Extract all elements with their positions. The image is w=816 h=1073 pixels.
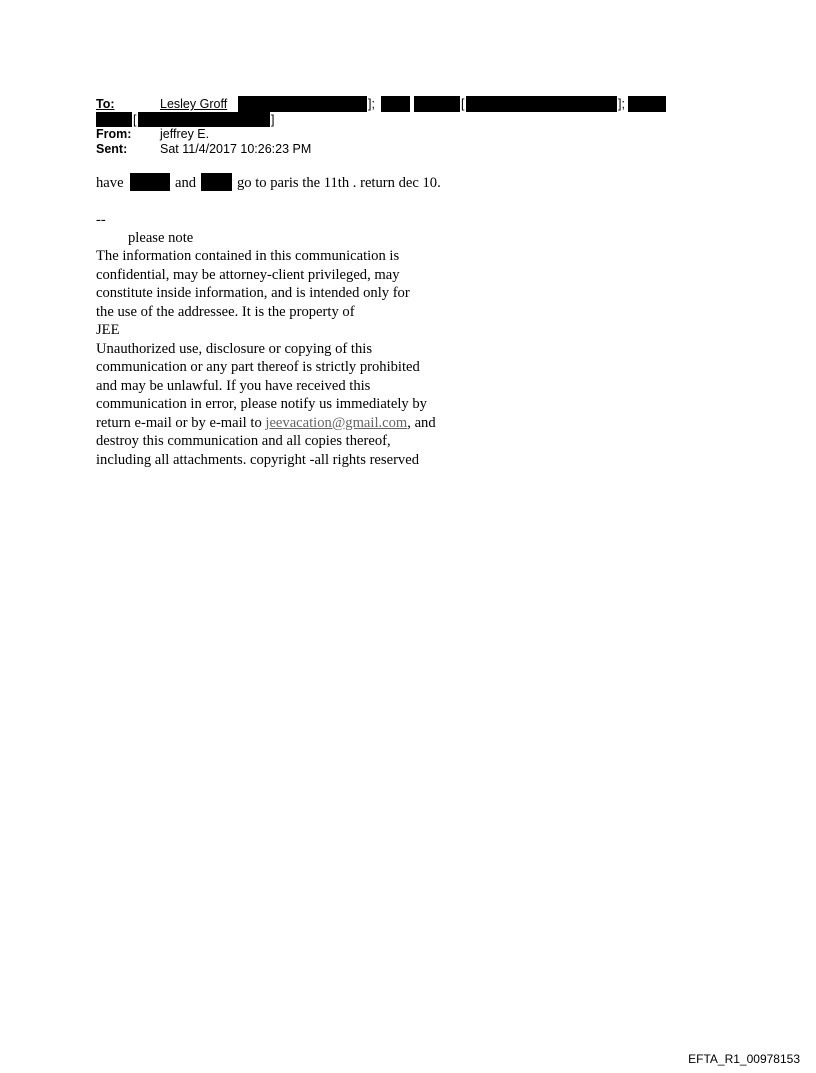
to-recipient-name: Lesley Groff bbox=[160, 97, 228, 111]
message-word: have bbox=[96, 175, 124, 191]
redaction-block bbox=[201, 173, 232, 191]
redaction-block bbox=[130, 173, 170, 191]
message-text: go to paris the 11th . return dec 10. bbox=[237, 175, 441, 191]
disclaimer-line: including all attachments. copyright -all rights reserved bbox=[96, 451, 419, 468]
from-value: jeffrey E. bbox=[160, 127, 210, 141]
disclaimer-line bbox=[96, 414, 436, 433]
disclaimer-line: JEE bbox=[96, 322, 120, 338]
disclaimer-line-prefix: return e-mail or by e-mail to bbox=[96, 414, 266, 431]
sent-value: Sat 11/4/2017 10:26:23 PM bbox=[160, 142, 312, 156]
document-id: EFTA_R1_00978153 bbox=[688, 1052, 800, 1066]
from-label: From: bbox=[96, 127, 132, 141]
disclaimer-line: and may be unlawful. If you have received this bbox=[96, 377, 371, 394]
redaction-block bbox=[238, 96, 367, 112]
disclaimer-line: Unauthorized use, disclosure or copying of this bbox=[96, 340, 373, 357]
disclaimer-line: destroy this communication and all copies thereof, bbox=[96, 433, 391, 449]
to-label: To: bbox=[96, 97, 115, 111]
to-separator: ]; bbox=[618, 97, 625, 111]
disclaimer-line: communication or any part thereof is strictly prohibited bbox=[96, 359, 420, 375]
signature-note: please note bbox=[128, 230, 194, 246]
redaction-block bbox=[381, 96, 410, 112]
redaction-block bbox=[628, 96, 666, 112]
redaction-block bbox=[96, 112, 132, 127]
signature-dashes: -- bbox=[96, 212, 106, 228]
redaction-block bbox=[466, 96, 617, 112]
disclaimer-line: The information contained in this communication is bbox=[96, 248, 400, 264]
message-word: and bbox=[175, 175, 197, 191]
email-link[interactable]: jeevacation@gmail.com bbox=[265, 414, 408, 431]
disclaimer-line: confidential, may be attorney-client privileged, may bbox=[96, 266, 400, 283]
disclaimer-line: the use of the addressee. It is the property of bbox=[96, 303, 355, 320]
sent-label: Sent: bbox=[96, 142, 128, 156]
disclaimer-text bbox=[96, 247, 436, 469]
redaction-block bbox=[414, 96, 460, 112]
disclaimer-line: constitute inside information, and is intended only for bbox=[96, 285, 410, 301]
disclaimer-line: communication in error, please notify us immediately by bbox=[96, 396, 427, 412]
to-bracket-open: [ bbox=[461, 97, 465, 111]
redaction-block bbox=[138, 112, 270, 127]
to-separator: ]; bbox=[368, 97, 375, 111]
to-bracket-open: [ bbox=[133, 113, 137, 127]
disclaimer-line-suffix: , and bbox=[407, 414, 436, 431]
to-bracket-close: ] bbox=[271, 113, 275, 127]
